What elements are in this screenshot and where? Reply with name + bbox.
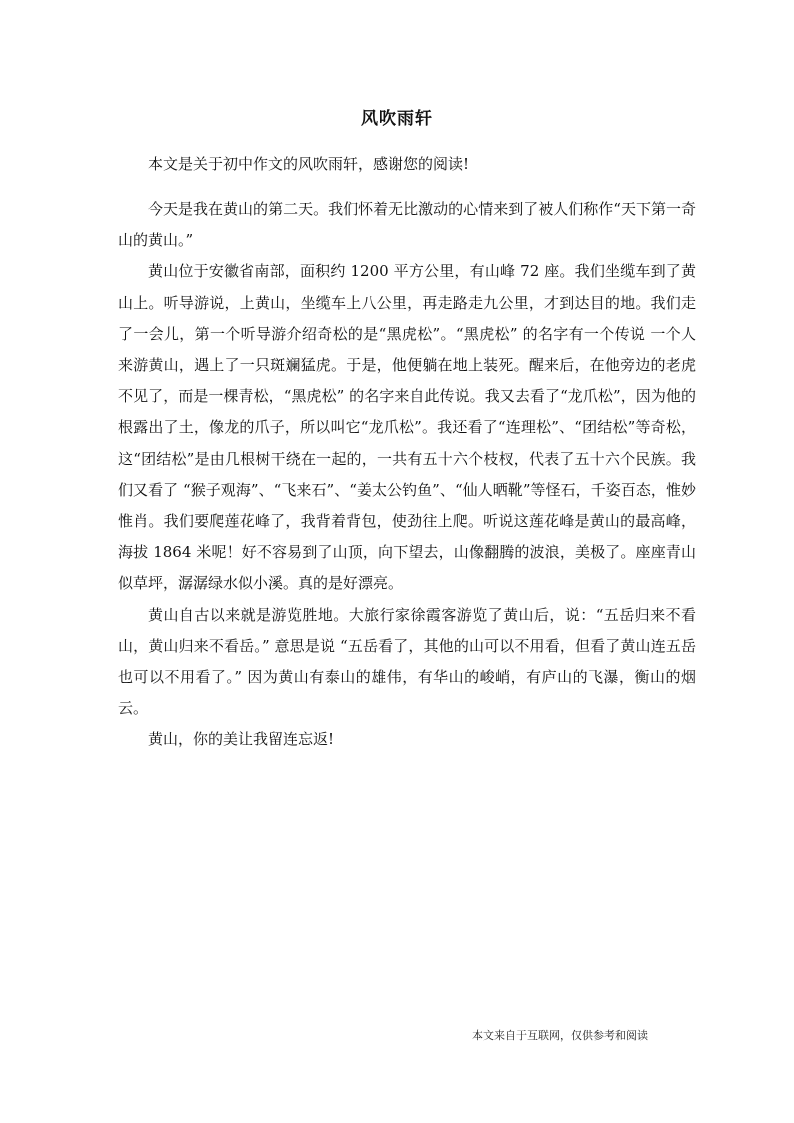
paragraph: 黄山，你的美让我留连忘返! <box>148 730 335 749</box>
paragraph: 黄山自古以来就是游览胜地。大旅行家徐霞客游览了黄山后，说：“五岳归来不看山，黄山归来不看岳。” 意思是说 “五岳看了，其他的山可以不用看，但看了黄山连五岳也可以不用看了。” 因为黄山有泰山的雄伟，有华山的峻峭，有庐山的飞瀑，衡山的烟云。 <box>118 605 696 718</box>
paragraph: 今天是我在黄山的第二天。我们怀着无比激动的心情来到了被人们称作“天下第一奇山的黄山。” <box>118 200 696 250</box>
article-body <box>118 194 696 756</box>
document-title: 风吹雨轩 <box>361 109 433 129</box>
intro-line: 本文是关于初中作文的风吹雨轩，感谢您的阅读! <box>148 155 470 173</box>
footer-note: 本文来自于互联网，仅供参考和阅读 <box>472 1029 648 1042</box>
paragraph: 黄山位于安徽省南部，面积约 1200 平方公里，有山峰 72 座。我们坐缆车到了黄山上。听导游说，上黄山，坐缆车上八公里，再走路走九公里，才到达目的地。我们走了一会儿，第一个听导游介绍奇松的是“黑虎松”。“黑虎松” 的名字有一个传说 一个人来游黄山，遇上了一只斑斓猛虎。于是，他便躺在地上装死。醒来后，在他旁边的老虎不见了，而是一棵青松，“黑虎松” 的名字来自此传说。我又去看了“龙爪松”，因为他的根露出了土，像龙的爪子，所以叫它“龙爪松”。我还看了“连理松”、“团结松”等奇松，这“团结松”是由几根树干绕在一起的，一共有五十六个枝杈，代表了五十六个民族。我们又看了 “猴子观海”、“飞来石”、“姜太公钓鱼”、“仙人晒靴”等怪石，千姿百态，惟妙惟肖。我们要爬莲花峰了，我背着背包，使劲往上爬。听说这莲花峰是黄山的最高峰，海拔 1864 米呢！好不容易到了山顶，向下望去，山像翻腾的波浪，美极了。座座青山似草坪，潺潺绿水似小溪。真的是好漂亮。 <box>118 262 696 593</box>
